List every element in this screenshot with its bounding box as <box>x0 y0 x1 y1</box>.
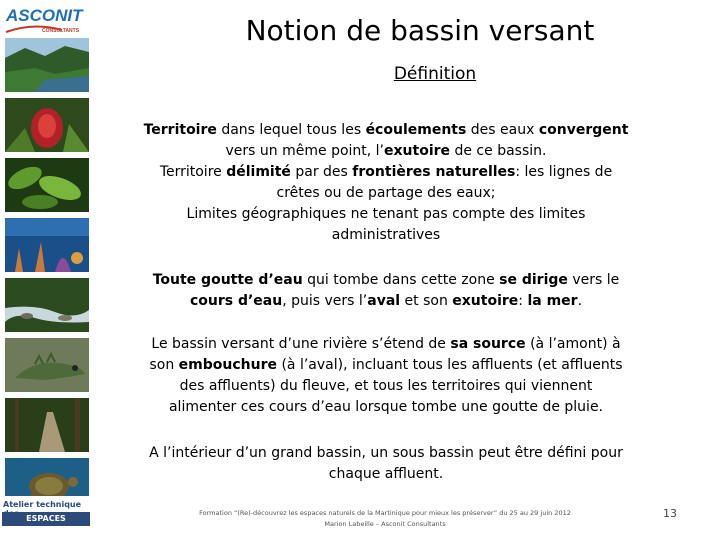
text: crêtes ou de partage des eaux; <box>276 185 496 201</box>
text: Le bassin versant d’une rivière s’étend de <box>151 336 451 352</box>
bold-text: écoulements <box>365 122 467 138</box>
text: et son <box>400 293 453 309</box>
text-line <box>136 291 636 312</box>
bold-text: embouchure <box>178 357 277 373</box>
text: administratives <box>331 227 441 243</box>
logo-word: ASCONIT <box>6 6 83 25</box>
bold-text: se dirige <box>499 272 568 288</box>
footer-credit <box>150 508 620 530</box>
red-flower-photo <box>5 98 89 152</box>
coral-reef-photo <box>5 218 89 272</box>
bold-text: exutoire <box>452 293 519 309</box>
bold-text: convergent <box>538 122 629 138</box>
bold-text: frontières naturelles <box>352 164 516 180</box>
text-line <box>136 270 636 291</box>
bold-text: Territoire <box>143 122 217 138</box>
text: Territoire <box>159 164 227 180</box>
text: alimenter ces cours d’eau lorsque tombe une goutte de pluie. <box>168 399 604 415</box>
text: (à l’amont) à <box>525 336 621 352</box>
footer-line2: Marion Labeille – Asconit Consultants <box>324 520 446 528</box>
text-line <box>136 204 636 225</box>
bold-text: délimité <box>226 164 291 180</box>
text: Limites géographiques ne tenant pas compte des limites <box>186 206 586 222</box>
text: qui tombe dans cette zone <box>302 272 500 288</box>
text: dans lequel tous les <box>216 122 366 138</box>
text: par des <box>290 164 353 180</box>
page-number: 13 <box>663 507 677 520</box>
left-photo-strip <box>0 0 94 540</box>
footer-line1: Formation “(Re)-découvrez les espaces naturels de la Martinique pour mieux les préserver” du 25 au 29 juin 2012 <box>199 509 571 517</box>
text: : <box>518 293 528 309</box>
text: A l’intérieur d’un grand bassin, un sous bassin peut être défini pour <box>149 445 623 461</box>
forest-path-photo <box>5 398 89 452</box>
slide-title: Notion de bassin versant <box>245 14 595 47</box>
text: vers le <box>567 272 620 288</box>
bold-text: aval <box>367 293 401 309</box>
text-line <box>136 183 636 204</box>
sub-basin-paragraph <box>136 443 636 485</box>
text-line <box>136 397 636 418</box>
text: vers un même point, l’ <box>225 143 385 159</box>
text-line <box>136 162 636 183</box>
bold-text: cours d’eau <box>189 293 283 309</box>
bold-text: sa source <box>450 336 526 352</box>
atelier-logo <box>0 496 92 540</box>
coastline-photo <box>5 38 89 92</box>
text: son <box>149 357 179 373</box>
atelier-logo-line1: Atelier technique <box>3 500 82 509</box>
bold-text: la mer <box>527 293 578 309</box>
text: de ce bassin. <box>450 143 547 159</box>
text: des eaux <box>466 122 539 138</box>
text-line <box>136 376 636 397</box>
text-line <box>136 141 636 162</box>
text-line <box>136 355 636 376</box>
green-leaves-photo <box>5 158 89 212</box>
text-line <box>136 225 636 246</box>
bold-text: exutoire <box>384 143 451 159</box>
iguana-photo <box>5 338 89 392</box>
extent-paragraph <box>136 334 636 418</box>
text-line <box>136 464 636 485</box>
asconit-logo <box>2 2 92 36</box>
text: . <box>577 293 583 309</box>
water-drop-paragraph <box>136 270 636 312</box>
text: (à l’aval), incluant tous les affluents (et affluents <box>277 357 623 373</box>
text: des affluents) du fleuve, et tous les territoires qui viennent <box>179 378 593 394</box>
text: : les lignes de <box>515 164 613 180</box>
slide-subtitle: Définition <box>393 64 477 84</box>
bold-text: Toute goutte d’eau <box>152 272 303 288</box>
river-stream-photo <box>5 278 89 332</box>
atelier-logo-line2: ESPACES NATURELS <box>2 512 90 526</box>
text-line <box>136 443 636 464</box>
text: , puis vers l’ <box>282 293 368 309</box>
definition-paragraph <box>136 120 636 246</box>
logo-subtitle: CONSULTANTS <box>42 28 80 34</box>
text: chaque affluent. <box>328 466 444 482</box>
text-line <box>136 120 636 141</box>
text-line <box>136 334 636 355</box>
